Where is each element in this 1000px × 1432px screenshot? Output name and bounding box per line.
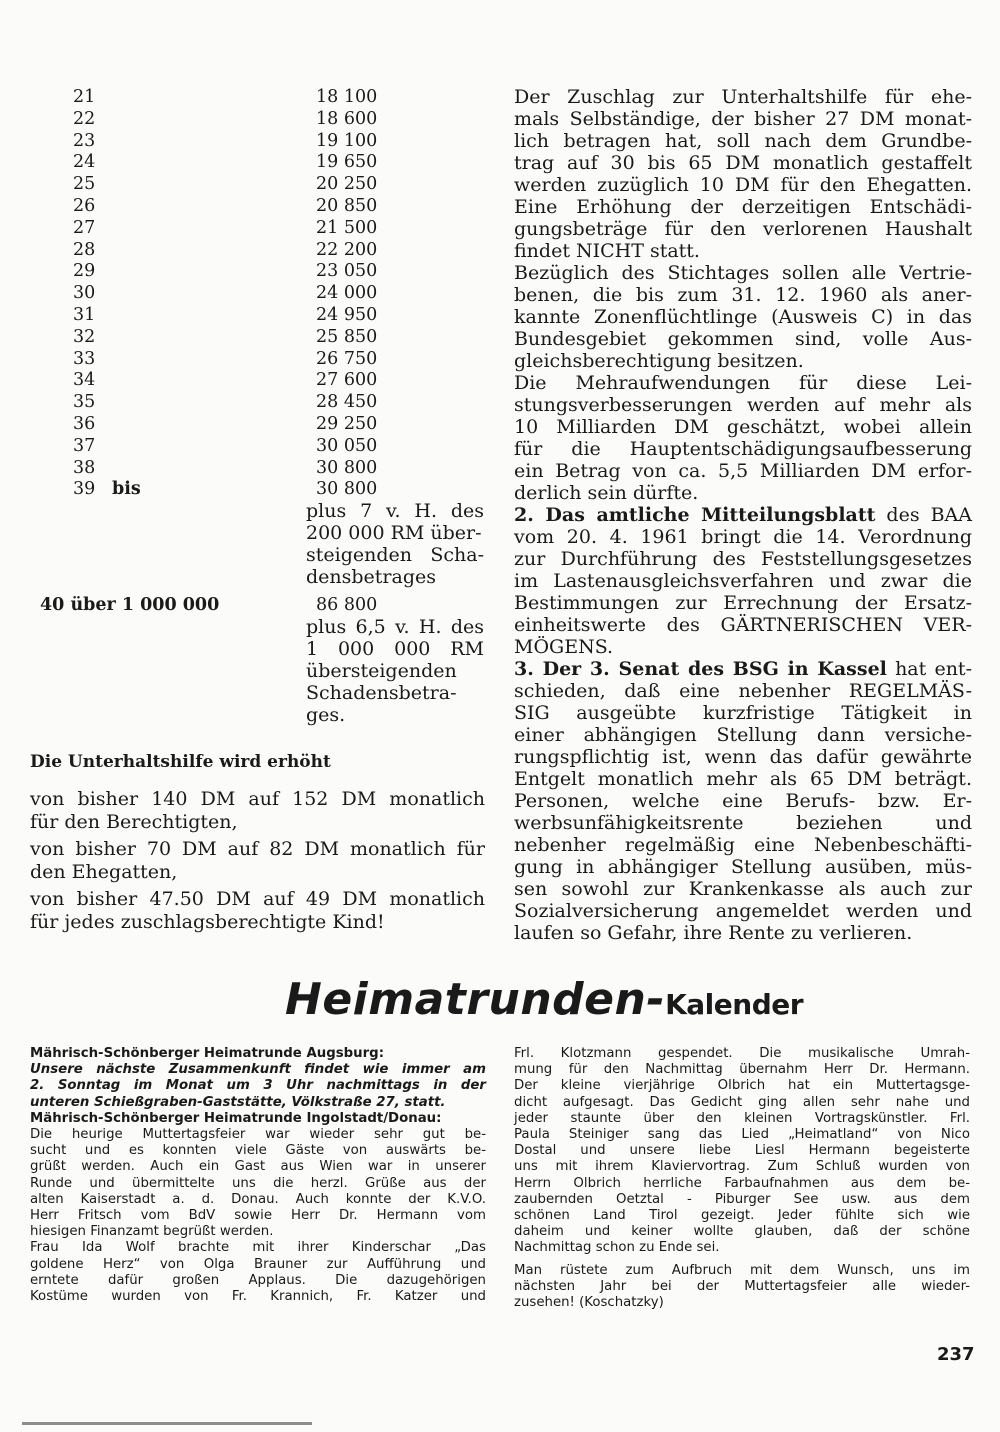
text-line: SIG ausgeübte kurzfristige Tätigkeit in xyxy=(514,702,972,724)
row-number: 29 xyxy=(73,261,96,282)
text-line: findet NICHT statt. xyxy=(514,240,700,262)
text-line: schönen Land Tirol gezeigt. Jeder fühlte sich wie xyxy=(514,1208,970,1224)
text-line: Entgelt monatlich mehr als 65 DM beträgt. xyxy=(514,768,972,790)
text-line: kannte Zonenflüchtlinge (Ausweis C) in das xyxy=(514,306,972,328)
text-line: dicht aufgesagt. Das Gedicht ging allen sehr nahe und xyxy=(514,1094,970,1110)
row-number: 32 xyxy=(73,326,96,347)
table-row-39 xyxy=(0,478,500,500)
compensation-amount: 29 250 xyxy=(316,414,378,434)
text-line: Bezüglich des Stichtages sollen alle Vertrie- xyxy=(514,262,972,284)
text-line xyxy=(514,658,972,680)
text-line: jeder staunte über den kleinen Vortragskünstler. Frl. xyxy=(514,1110,970,1126)
text-line: hiesigen Finanzamt begrüßt werden. xyxy=(30,1224,274,1240)
note-line: 1 000 000 RM xyxy=(306,638,484,660)
kalender-title xyxy=(285,974,803,1025)
compensation-amount: 22 200 xyxy=(316,239,378,260)
text-line: lich betragen hat, soll nach dem Grundbe- xyxy=(514,130,972,152)
text-line: werbsunfähigkeitsrente beziehen und xyxy=(514,812,972,834)
compensation-amount: 18 100 xyxy=(316,87,378,107)
paragraph-body xyxy=(514,526,972,658)
row-40-note xyxy=(306,616,484,726)
table-row xyxy=(0,457,500,479)
text-run: hat ent- xyxy=(886,658,972,680)
text-run: des BAA xyxy=(875,504,972,526)
text-line: im Lastenausgleichsverfahren und zwar die xyxy=(514,570,972,592)
bold-lead: 2. Das amtliche Mitteilungsblatt xyxy=(514,504,876,526)
text-line: 2. Sonntag im Monat um 3 Uhr nachmittags in der xyxy=(30,1078,486,1094)
text-line: von bisher 47.50 DM auf 49 DM monatlich xyxy=(30,888,485,910)
section-heading: Mährisch-Schönberger Heimatrunde Ingolstadt/Donau: xyxy=(30,1110,442,1126)
text-line: Bundesgebiet gekommen sind, volle Aus- xyxy=(514,328,972,350)
text-line: von bisher 70 DM auf 82 DM monatlich für xyxy=(30,838,485,860)
bis-label: bis xyxy=(112,479,141,499)
report-continued xyxy=(514,1046,970,1257)
text-line: nächsten Jahr bei der Muttertagsfeier alle wieder- xyxy=(514,1278,970,1294)
table-row xyxy=(0,108,500,130)
text-line: Bestimmungen zur Errechnung der Ersatz- xyxy=(514,592,972,614)
text-line: ein Betrag von ca. 5,5 Milliarden DM erfor- xyxy=(514,460,972,482)
text-line: derlich sein dürfte. xyxy=(514,482,699,504)
text-line: einer abhängigen Stellung dann versiche- xyxy=(514,724,972,746)
text-line: vom 20. 4. 1961 bringt die 14. Verordnung xyxy=(514,526,972,548)
paragraph-stichtag xyxy=(514,262,972,372)
text-line: gungsbeträge für den verlorenen Haushalt xyxy=(514,218,972,240)
row-number: 34 xyxy=(73,370,96,391)
text-line: Herrn Olbrich herrliche Farbaufnahmen aus dem be- xyxy=(514,1175,970,1191)
ingolstadt-report xyxy=(30,1127,486,1305)
text-line: Man rüstete zum Aufbruch mit dem Wunsch, uns im xyxy=(514,1262,970,1278)
unterhalt-paragraph-3 xyxy=(30,888,485,934)
row-number: 23 xyxy=(73,130,96,151)
paragraph-mehraufwendungen xyxy=(514,372,972,504)
text-line: Runde und übermittelte uns die herzl. Grüße aus der xyxy=(30,1175,486,1191)
paragraph-bsg xyxy=(514,658,972,944)
compensation-amount: 27 600 xyxy=(316,370,378,391)
text-line: schieden, daß eine nebenher REGELMÄS- xyxy=(514,680,972,702)
text-line: Nachmittag schon zu Ende sei. xyxy=(514,1240,720,1256)
closing-paragraph xyxy=(514,1263,970,1312)
compensation-amount: 28 450 xyxy=(316,392,378,413)
unterhalt-paragraph-2 xyxy=(30,838,485,884)
table-row xyxy=(0,217,500,239)
row-number: 36 xyxy=(73,414,96,434)
table-row xyxy=(0,435,500,457)
text-line: den Ehegatten, xyxy=(30,861,178,883)
text-line: zaubernden Oetztal - Piburger See usw. aus dem xyxy=(514,1191,970,1207)
table-row xyxy=(0,86,500,108)
text-line: Eine Erhöhung der derzeitigen Entschädi- xyxy=(514,196,972,218)
note-line: 200 000 RM über- xyxy=(306,522,482,544)
row-number: 33 xyxy=(73,348,96,369)
text-line: zur Durchführung des Feststellungsgesetzes xyxy=(514,548,972,570)
text-line: gung in abhängiger Stellung ausüben, müs- xyxy=(514,856,972,878)
note-line: densbetrages xyxy=(306,566,437,588)
row-number: 38 xyxy=(73,457,96,478)
compensation-amount: 30 800 xyxy=(316,457,378,478)
text-line: werden zuzüglich 10 DM für den Ehegatten. xyxy=(514,174,972,196)
row-40-value: 86 800 xyxy=(316,595,378,615)
note-line: ges. xyxy=(306,704,346,726)
compensation-amount: 20 250 xyxy=(316,174,378,195)
page-edge-line xyxy=(22,1422,312,1425)
kalender-left-column xyxy=(30,1046,486,1305)
compensation-amount: 30 800 xyxy=(316,479,378,499)
text-line: Unsere nächste Zusammenkunft findet wie immer am xyxy=(30,1062,486,1078)
table-row xyxy=(0,151,500,173)
page-number: 237 xyxy=(937,1344,975,1365)
row-number: 35 xyxy=(73,392,96,413)
compensation-amount: 21 500 xyxy=(316,217,378,238)
row-number: 22 xyxy=(73,108,96,129)
row-number: 28 xyxy=(73,239,96,260)
table-row xyxy=(0,413,500,435)
note-line: plus 6,5 v. H. des xyxy=(306,616,484,638)
compensation-amount: 20 850 xyxy=(316,196,378,216)
note-line: übersteigenden xyxy=(306,660,457,682)
table-row xyxy=(0,369,500,391)
text-line: Kostüme wurden von Fr. Krannich, Fr. Katzer und xyxy=(30,1289,486,1305)
text-line: Dostal und unsere liebe Liesl Hermann begeisterte xyxy=(514,1143,970,1159)
text-line: gleichsberechtigung besitzen. xyxy=(514,350,804,372)
text-line: Die heurige Muttertagsfeier war wieder sehr gut be- xyxy=(30,1127,486,1143)
text-line: alten Kaiserstadt a. d. Donau. Auch konnte der K.V.O. xyxy=(30,1191,486,1207)
text-line: Der Zuschlag zur Unterhaltshilfe für ehe- xyxy=(514,86,972,108)
text-line: daheim und keiner wollte glauben, daß der schöne xyxy=(514,1224,970,1240)
table-row xyxy=(0,391,500,413)
row-number: 39 xyxy=(73,479,96,499)
row-40-label: 40 über 1 000 000 xyxy=(40,595,220,615)
text-line: unteren Schießgraben-Gaststätte, Völkstraße 27, statt. xyxy=(30,1094,446,1110)
text-line: für den Berechtigten, xyxy=(30,811,238,833)
note-line: Schadensbetra- xyxy=(306,682,457,704)
row-number: 37 xyxy=(73,435,96,456)
text-line: stungsverbesserungen werden auf mehr als xyxy=(514,394,972,416)
table-row xyxy=(0,304,500,326)
row-number: 31 xyxy=(73,305,96,325)
text-line xyxy=(514,504,972,526)
table-row xyxy=(0,260,500,282)
text-line: Frau Ida Wolf brachte mit ihrer Kinderschar „Das xyxy=(30,1240,486,1256)
text-line: Frl. Klotzmann gespendet. Die musikalische Umrah- xyxy=(514,1046,970,1061)
text-line: rungspflichtig ist, wenn das dafür gewährte xyxy=(514,746,972,768)
text-line: uns mit ihrem Klaviervortrag. Zum Schluß wurden von xyxy=(514,1159,970,1175)
text-line: Die Mehraufwendungen für diese Lei- xyxy=(514,372,972,394)
text-line: sen sowohl zur Krankenkasse als auch zur xyxy=(514,878,972,900)
text-line: benen, die bis zum 31. 12. 1960 als aner- xyxy=(514,284,972,306)
right-column-text xyxy=(514,86,972,944)
title-script: Heimatrunden- xyxy=(285,974,666,1025)
paragraph-body xyxy=(514,680,972,944)
compensation-amount: 19 650 xyxy=(316,152,378,173)
note-line: steigenden Scha- xyxy=(306,544,484,566)
augsburg-notice xyxy=(30,1062,486,1111)
text-line: mung für den Nachmittag übernahm Herr Dr. Hermann. xyxy=(514,1062,970,1078)
text-line: sucht und es konnten viele Gäste von auswärts be- xyxy=(30,1143,486,1159)
text-line: 10 Milliarden DM geschätzt, wobei allein xyxy=(514,416,972,438)
bold-lead: 3. Der 3. Senat des BSG in Kassel xyxy=(514,658,887,680)
row-number: 24 xyxy=(73,152,96,173)
compensation-amount: 26 750 xyxy=(316,348,378,369)
row-39-note xyxy=(306,500,484,588)
row-number: 25 xyxy=(73,174,96,195)
table-row xyxy=(0,348,500,370)
title-tail: Kalender xyxy=(665,988,804,1021)
text-line: trag auf 30 bis 65 DM monatlich gestaffelt xyxy=(514,152,972,174)
paragraph-zuschlag xyxy=(514,86,972,262)
text-line: erntete dafür großen Applaus. Die dazugehörigen xyxy=(30,1272,486,1288)
unterhalt-paragraph-1 xyxy=(30,788,485,834)
table-row xyxy=(0,239,500,261)
table-row xyxy=(0,326,500,348)
table-row xyxy=(0,195,500,217)
text-line: laufen so Gefahr, ihre Rente zu verlieren. xyxy=(514,922,913,944)
text-line: MÖGENS. xyxy=(514,636,614,658)
text-line: Paula Steiniger sang das Lied „Heimatland“ von Nico xyxy=(514,1127,970,1143)
compensation-amount: 19 100 xyxy=(316,130,378,151)
section-heading: Mährisch-Schönberger Heimatrunde Augsburg: xyxy=(30,1046,385,1061)
compensation-amount: 23 050 xyxy=(316,261,378,282)
row-number: 30 xyxy=(73,283,96,304)
text-line: Der kleine vierjährige Olbrich hat ein Muttertagsge- xyxy=(514,1078,970,1094)
paragraph-mitteilungsblatt xyxy=(514,504,972,658)
compensation-amount: 25 850 xyxy=(316,326,378,347)
table-row xyxy=(0,282,500,304)
note-line: plus 7 v. H. des xyxy=(306,500,484,522)
compensation-amount: 18 600 xyxy=(316,108,378,129)
text-line: einheitswerte des GÄRTNERISCHEN VER- xyxy=(514,614,972,636)
text-line: grüßt werden. Auch ein Gast aus Wien war in unserer xyxy=(30,1159,486,1175)
text-line: für jedes zuschlagsberechtigte Kind! xyxy=(30,911,385,933)
compensation-amount: 30 050 xyxy=(316,435,378,456)
compensation-amount: 24 950 xyxy=(316,305,378,325)
compensation-amount: 24 000 xyxy=(316,283,378,304)
row-number: 21 xyxy=(73,87,96,107)
text-line: zusehen! (Koschatzky) xyxy=(514,1295,664,1311)
text-line: Herr Fritsch vom BdV sowie Herr Dr. Hermann vom xyxy=(30,1208,486,1224)
kalender-right-column xyxy=(514,1046,970,1311)
text-line: goldene Herz“ von Olga Brauner zur Aufführung und xyxy=(30,1256,486,1272)
row-number: 27 xyxy=(73,217,96,238)
text-line: nebenher regelmäßig eine Nebenbeschäfti- xyxy=(514,834,972,856)
row-number: 26 xyxy=(73,196,96,216)
table-row xyxy=(0,173,500,195)
table-row xyxy=(0,130,500,152)
unterhalt-heading: Die Unterhaltshilfe wird erhöht xyxy=(30,752,331,772)
text-line: für die Hauptentschädigungsaufbesserung xyxy=(514,438,972,460)
text-line: von bisher 140 DM auf 152 DM monatlich xyxy=(30,788,485,810)
text-line: mals Selbständige, der bisher 27 DM monat- xyxy=(514,108,972,130)
text-line: Personen, welche eine Berufs- bzw. Er- xyxy=(514,790,972,812)
text-line: Sozialversicherung angemeldet werden und xyxy=(514,900,972,922)
